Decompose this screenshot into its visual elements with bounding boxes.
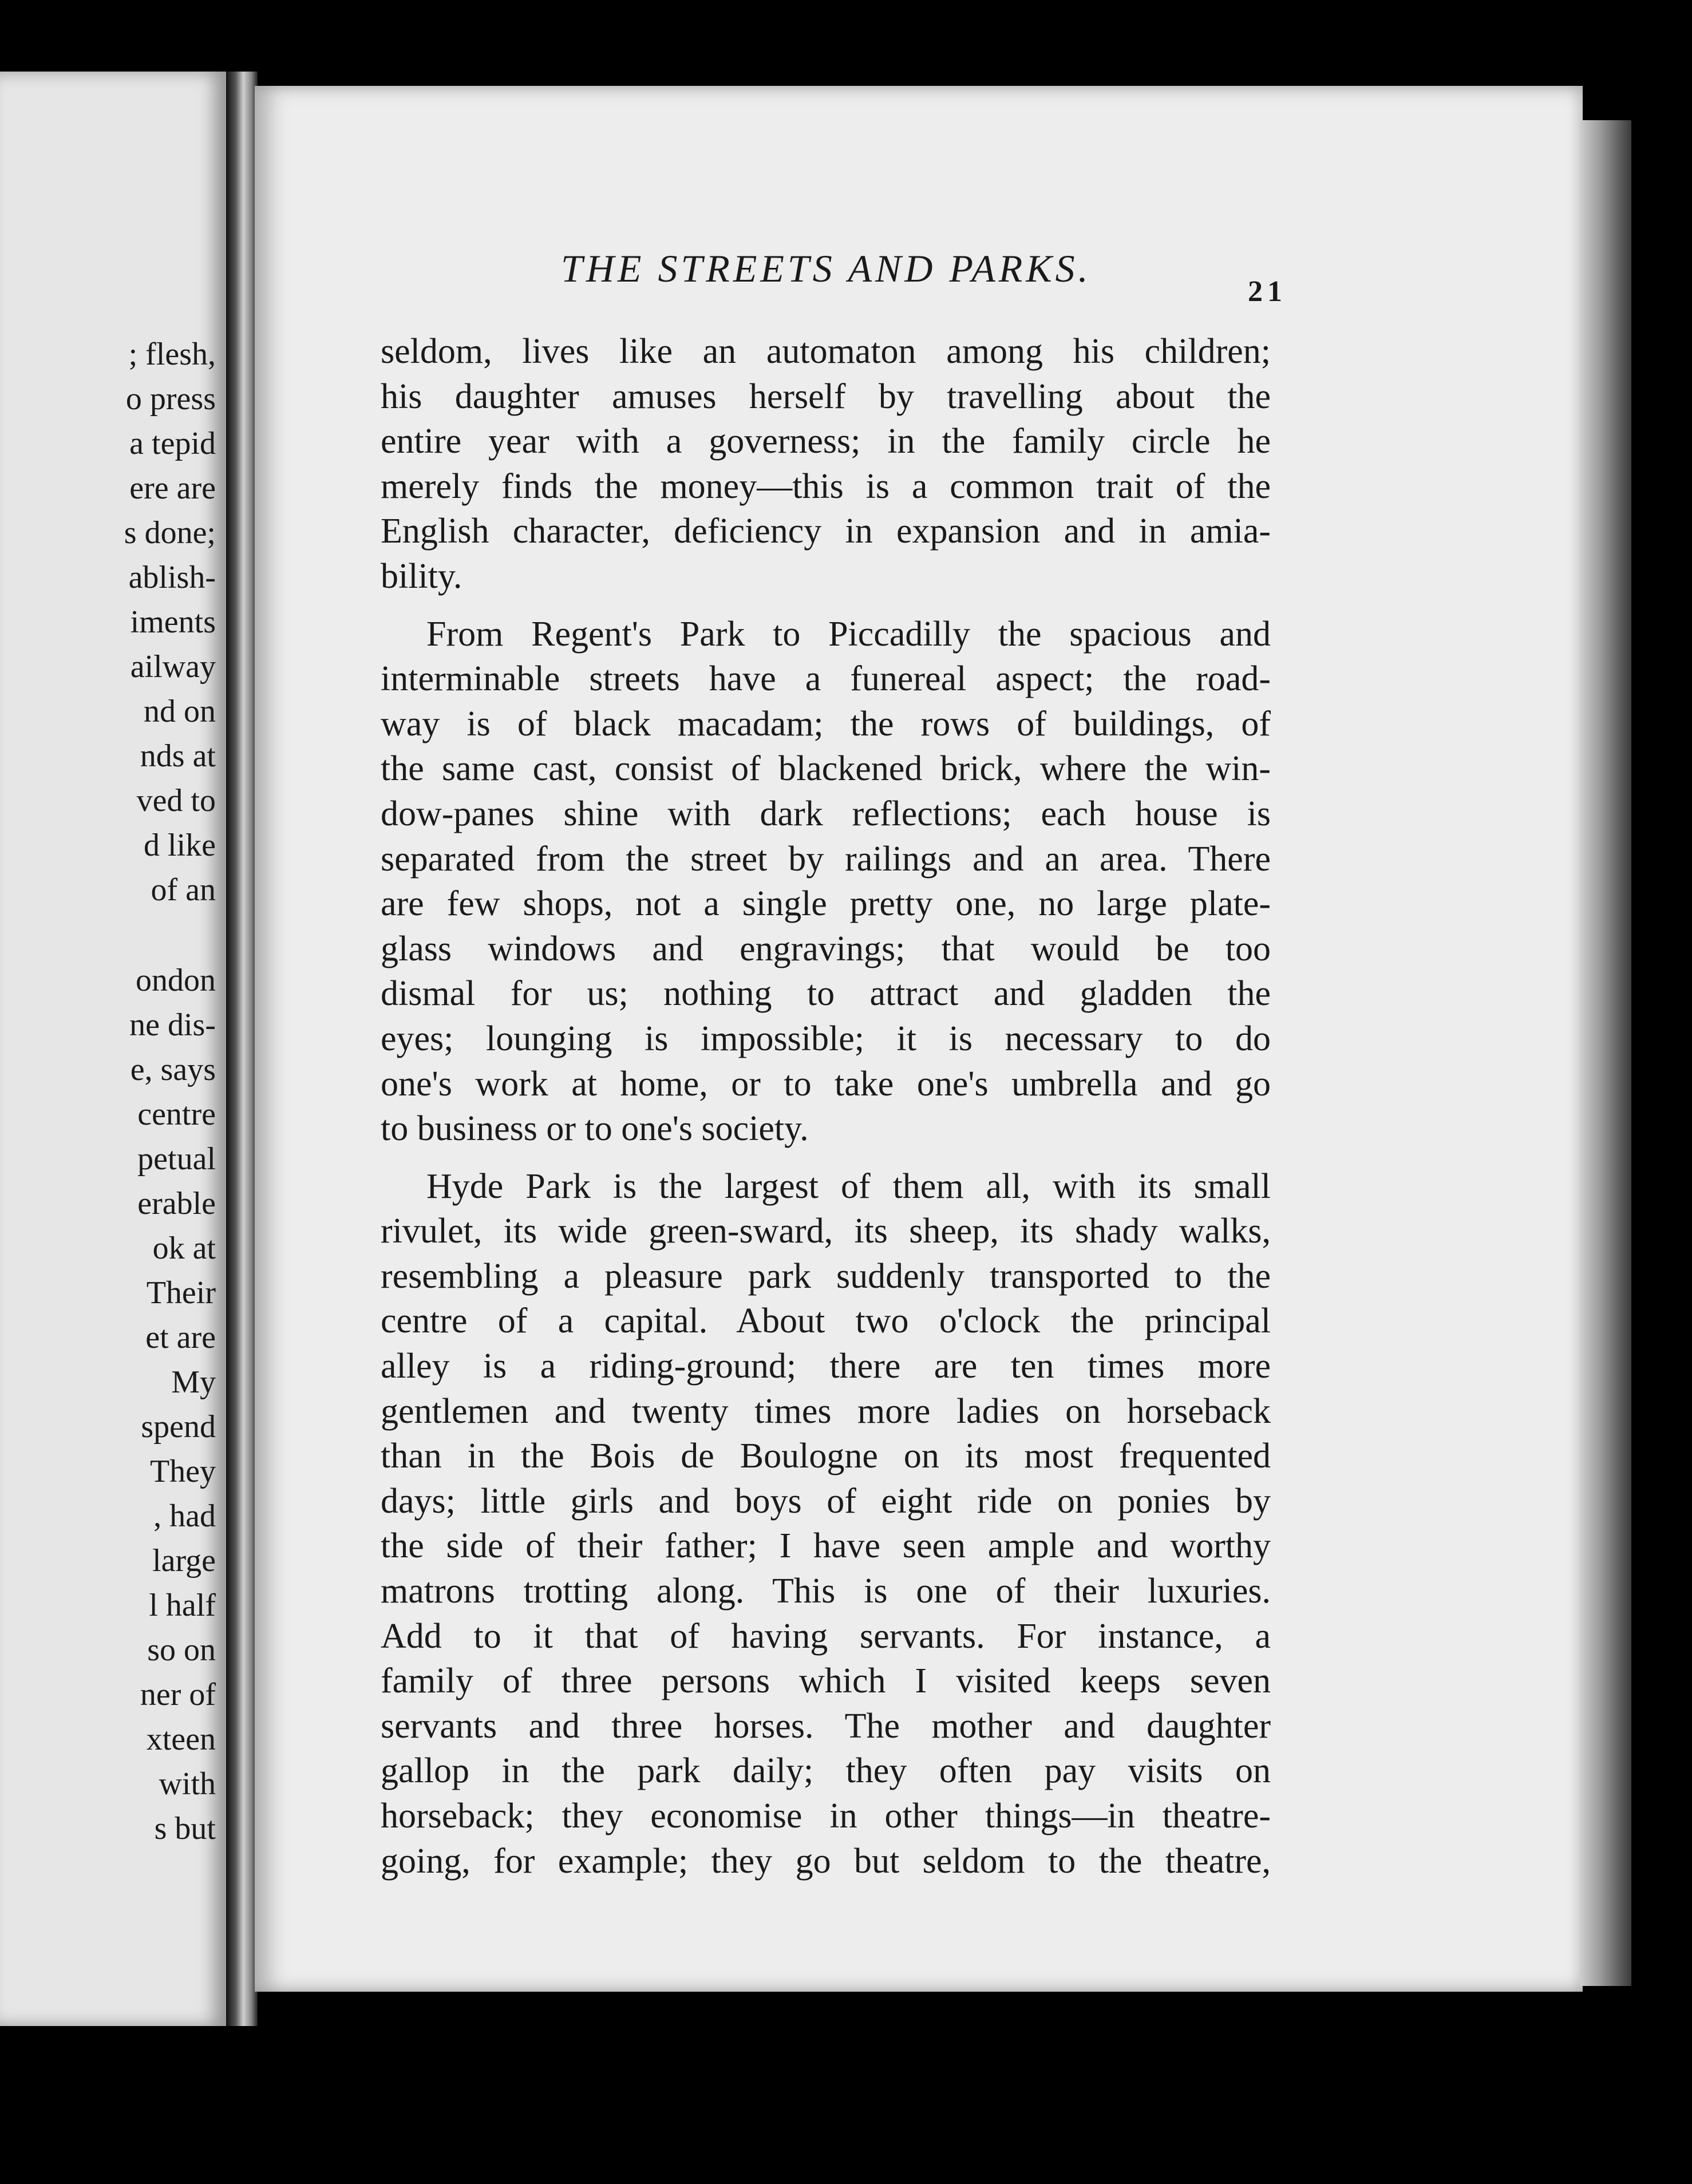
text-line: are few shops, not a single pretty one, no large plate- <box>381 884 1271 924</box>
previous-page-line: ondon <box>136 963 216 998</box>
previous-page-line: Their <box>146 1275 216 1311</box>
text-line: interminable streets have a funereal aspect; the road- <box>381 659 1271 699</box>
text-line: to business or to one's society. <box>381 1109 809 1149</box>
page-body-text <box>381 329 1271 1884</box>
previous-page-line: ere are <box>129 470 216 506</box>
text-line: rivulet, its wide green-sward, its sheep, its shady walks, <box>381 1212 1271 1251</box>
page-edge <box>1580 120 1631 1986</box>
previous-page-line: iments <box>130 604 216 640</box>
previous-page-line: ner of <box>140 1677 216 1712</box>
text-line: seldom, lives like an automaton among his children; <box>381 332 1271 371</box>
text-line: eyes; lounging is impossible; it is necessary to do <box>381 1019 1271 1058</box>
previous-page-line: xteen <box>146 1722 216 1757</box>
text-line: way is of black macadam; the rows of buildings, of <box>381 704 1271 743</box>
text-line: gentlemen and twenty times more ladies on horseback <box>381 1391 1271 1431</box>
text-line: going, for example; they go but seldom to the theatre, <box>381 1841 1271 1881</box>
text-line: the side of their father; I have seen ample and worthy <box>381 1526 1271 1566</box>
previous-page-line: of an <box>151 872 216 908</box>
text-line: the same cast, consist of blackened brick, where the win- <box>381 749 1271 789</box>
previous-page-line: a tepid <box>129 426 216 461</box>
text-line: dow-panes shine with dark reflections; each house is <box>381 794 1271 833</box>
previous-page-line: et are <box>145 1320 216 1355</box>
text-line: dismal for us; nothing to attract and gladden the <box>381 974 1271 1014</box>
text-line: gallop in the park daily; they often pay visits on <box>381 1751 1271 1791</box>
paragraph-gap <box>381 599 1271 612</box>
previous-page-line: My <box>171 1364 216 1400</box>
previous-page-line: large <box>152 1543 216 1578</box>
text-line: alley is a riding-ground; there are ten times more <box>381 1347 1271 1386</box>
text-line: his daughter amuses herself by travelling about the <box>381 377 1271 416</box>
previous-page-line: They <box>149 1454 216 1489</box>
text-line: than in the Bois de Boulogne on its most frequented <box>381 1437 1271 1476</box>
previous-page-line: l half <box>149 1588 216 1623</box>
text-line: matrons trotting along. This is one of their luxuries. <box>381 1572 1271 1611</box>
previous-page-line: erable <box>137 1186 216 1221</box>
previous-page-line: so on <box>147 1632 216 1668</box>
running-head: THE STREETS AND PARKS. <box>561 247 1092 290</box>
previous-page-line: ved to <box>136 783 216 818</box>
previous-page-line: d like <box>144 828 216 863</box>
previous-page-line: ok at <box>152 1231 216 1266</box>
text-line: servants and three horses. The mother and daughter <box>381 1706 1271 1746</box>
text-line: separated from the street by railings and an area. There <box>381 839 1271 879</box>
previous-page-line: , had <box>153 1498 216 1534</box>
previous-page-text <box>0 332 226 1851</box>
text-line: one's work at home, or to take one's umbrella and go <box>381 1064 1271 1103</box>
text-line: entire year with a governess; in the family circle he <box>381 422 1271 461</box>
previous-page-line: e, says <box>130 1052 216 1087</box>
previous-page-line: with <box>159 1766 216 1802</box>
previous-page-line: centre <box>137 1097 216 1132</box>
text-line: glass windows and engravings; that would be too <box>381 929 1271 968</box>
previous-page-line: petual <box>137 1141 216 1177</box>
text-line: merely finds the money—this is a common trait of the <box>381 466 1271 506</box>
text-line: resembling a pleasure park suddenly transported to the <box>381 1256 1271 1296</box>
previous-page-line: nds at <box>140 738 216 774</box>
text-line: Add to it that of having servants. For instance, a <box>381 1616 1271 1656</box>
text-line: Hyde Park is the largest of them all, with its small <box>426 1166 1271 1206</box>
previous-page-line: s done; <box>124 515 216 551</box>
previous-page-line: s but <box>154 1811 216 1846</box>
text-line: family of three persons which I visited keeps seven <box>381 1661 1271 1701</box>
previous-page-line: spend <box>141 1409 216 1445</box>
previous-page-line: nd on <box>144 694 216 729</box>
paragraph-gap <box>0 912 226 958</box>
previous-page-line: ; flesh, <box>128 337 216 372</box>
text-line: centre of a capital. About two o'clock the principal <box>381 1301 1271 1341</box>
previous-page-line: ailway <box>130 649 216 685</box>
page-number: 21 <box>1248 275 1287 308</box>
text-line: bility. <box>381 556 462 596</box>
text-line: From Regent's Park to Piccadilly the spacious and <box>426 614 1271 654</box>
previous-page-line: ablish- <box>128 560 216 595</box>
paragraph-gap <box>381 1152 1271 1164</box>
text-line: horseback; they economise in other things—in theatre- <box>381 1797 1271 1835</box>
previous-page-line: o press <box>125 381 216 417</box>
previous-page-line: ne dis- <box>129 1007 216 1043</box>
text-line: English character, deficiency in expansion and in amia- <box>381 512 1271 551</box>
text-line: days; little girls and boys of eight ride on ponies by <box>381 1481 1271 1521</box>
book-gutter <box>226 72 258 2026</box>
previous-page-fragment <box>0 72 226 2026</box>
